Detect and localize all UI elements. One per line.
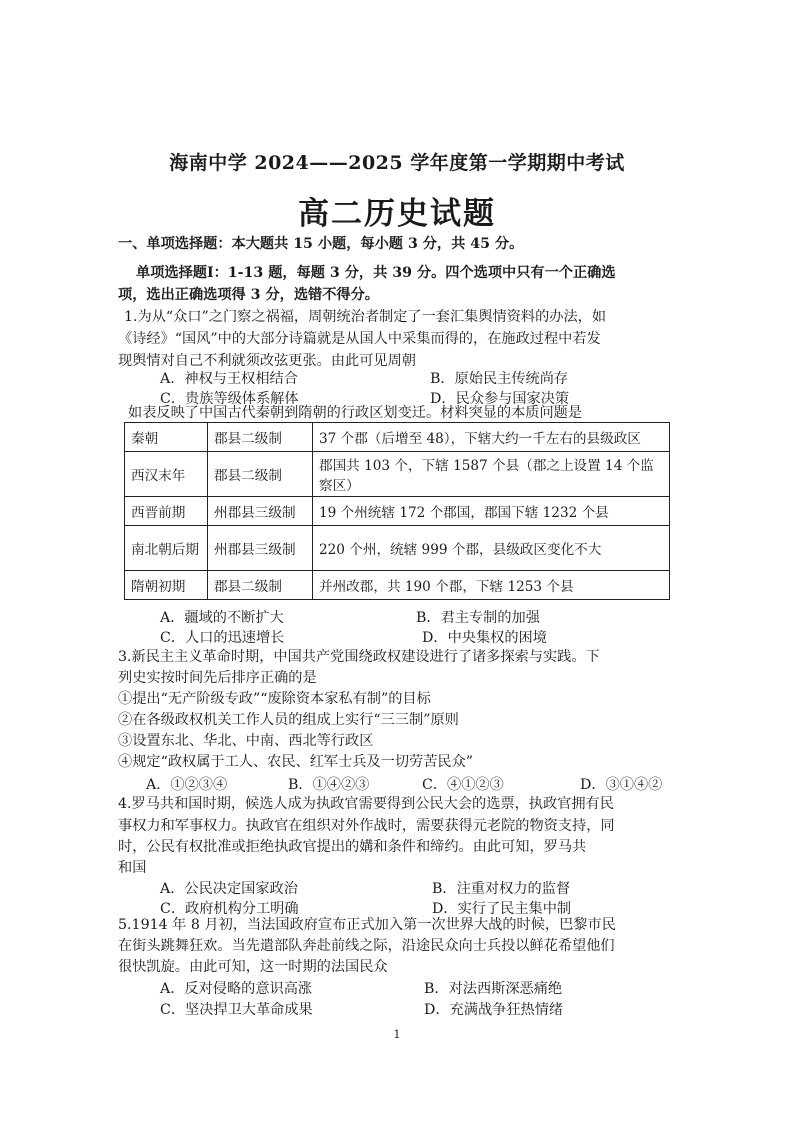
table-cell-system: 州郡县三级制 — [208, 497, 313, 526]
table-cell-period: 隋朝初期 — [125, 571, 208, 600]
q3-option-a[interactable]: A．①②③④ — [146, 777, 228, 793]
table-row — [125, 452, 670, 497]
q4-stem-line-1: 4.罗马共和国时期，候选人成为执政官需要得到公民大会的选票，执政官拥有民 — [118, 796, 614, 812]
q3-item-3: ③设置东北、华北、中南、西北等行政区 — [118, 733, 374, 749]
table-cell-detail: 19 个州统辖 172 个郡国，郡国下辖 1232 个县 — [313, 497, 670, 526]
subject-title: 高二历史试题 — [298, 196, 496, 232]
q2-option-b[interactable]: B．君主专制的加强 — [416, 610, 540, 626]
section-instruction-line-1: 单项选择题Ⅰ：1-13 题，每题 3 分，共 39 分。四个选项中只有一个正确选 — [136, 265, 616, 281]
q5-stem-line-1: 5.1914 年 8 月初，当法国政府宣布正式加入第一次世界大战的时候，巴黎市民 — [118, 917, 616, 933]
q1-stem-line-2: 《诗经》“国风”中的大部分诗篇就是从国人中采集而得的，在施政过程中若发 — [118, 331, 601, 347]
q1-option-b[interactable]: B．原始民主传统尚存 — [430, 371, 569, 387]
table-row — [125, 526, 670, 571]
section-instruction-line-2: 项，选出正确选项得 3 分，选错不得分。 — [118, 287, 379, 303]
table-cell-detail: 37 个郡（后增至 48），下辖大约一千左右的县级政区 — [313, 423, 670, 452]
q4-option-c[interactable]: C．政府机构分工明确 — [160, 901, 299, 917]
table-row — [125, 423, 670, 452]
q2-option-c[interactable]: C．人口的迅速增长 — [160, 630, 285, 646]
q4-option-d[interactable]: D．实行了民主集中制 — [432, 901, 572, 917]
q2-stem: 如表反映了中国古代秦朝到隋朝的行政区划变迁。材料突显的本质问题是 — [128, 405, 583, 421]
q4-option-b[interactable]: B．注重对权力的监督 — [432, 881, 571, 897]
admin-division-table — [124, 422, 670, 600]
q3-item-4: ④规定“政权属于工人、农民、红军士兵及一切劳苦民众” — [118, 754, 474, 770]
q1-stem-line-1: 1.为从“众口”之门察之祸福，周朝统治者制定了一套汇集舆情资料的办法，如 — [124, 309, 607, 325]
table-cell-detail-line: 郡国共 103 个，下辖 1587 个县（郡之上设置 14 个监 — [319, 458, 654, 474]
q2-option-d[interactable]: D．中央集权的困境 — [422, 630, 547, 646]
table-cell-system: 郡县二级制 — [208, 571, 313, 600]
table-cell-system: 郡县二级制 — [208, 452, 313, 497]
q5-option-c[interactable]: C．坚决捍卫大革命成果 — [160, 1002, 313, 1018]
table-cell-period: 秦朝 — [125, 423, 208, 452]
q5-stem-line-3: 很快凯旋。由此可知，这一时期的法国民众 — [118, 959, 388, 975]
q3-item-1: ①提出“无产阶级专政”“废除资本家私有制”的目标 — [118, 691, 431, 707]
q3-stem-line-2: 列史实按时间先后排序正确的是 — [118, 670, 317, 686]
q3-stem-line-1: 3.新民主主义革命时期，中国共产党围绕政权建设进行了诸多探索与实践。下 — [118, 649, 600, 665]
q4-stem-line-2: 事权力和军事权力。执政官在组织对外作战时，需要获得元老院的物资支持，同 — [118, 818, 615, 834]
q4-option-a[interactable]: A．公民决定国家政治 — [160, 881, 298, 897]
section-title: 一、单项选择题：本大题共 15 小题，每小题 3 分，共 45 分。 — [118, 236, 524, 252]
q1-option-d[interactable]: D．民众参与国家决策 — [430, 391, 570, 407]
q4-stem-line-4: 和国 — [118, 860, 147, 876]
q3-option-c[interactable]: C．④①②③ — [422, 777, 504, 793]
page-number: 1 — [393, 1028, 401, 1041]
q4-stem-line-3: 时，公民有权批准或拒绝执政官提出的媾和条件和缔约。由此可知，罗马共 — [118, 839, 587, 855]
table-cell-detail-line: 察区） — [319, 478, 360, 494]
table-cell-system: 郡县二级制 — [208, 423, 313, 452]
table-cell-detail — [313, 452, 670, 497]
table-cell-period: 西晋前期 — [125, 497, 208, 526]
table-cell-system: 州郡县三级制 — [208, 526, 313, 571]
table-cell-detail: 220 个州，统辖 999 个郡，县级政区变化不大 — [313, 526, 670, 571]
table-cell-period: 南北朝后期 — [125, 526, 208, 571]
q3-option-d[interactable]: D．③①④② — [580, 777, 663, 793]
q2-option-a[interactable]: A．疆域的不断扩大 — [160, 610, 284, 626]
table-row — [125, 497, 670, 526]
q5-option-d[interactable]: D．充满战争狂热情绪 — [424, 1002, 564, 1018]
table-cell-detail: 并州改郡，共 190 个郡，下辖 1253 个县 — [313, 571, 670, 600]
table-row — [125, 571, 670, 600]
school-exam-title: 海南中学 2024——2025 学年度第一学期期中考试 — [169, 152, 625, 174]
q1-stem-line-3: 现舆情对自己不利就须改弦更张。由此可见周朝 — [118, 353, 416, 369]
table-cell-period: 西汉末年 — [125, 452, 208, 497]
q5-option-b[interactable]: B．对法西斯深恶痛绝 — [424, 981, 563, 997]
q5-stem-line-2: 在街头跳舞狂欢。当先遣部队奔赴前线之际，沿途民众向士兵投以鲜花希望他们 — [118, 938, 615, 954]
q3-item-2: ②在各级政权机关工作人员的组成上实行“三三制”原则 — [118, 712, 459, 728]
q1-option-a[interactable]: A．神权与王权相结合 — [160, 371, 298, 387]
q1-option-c[interactable]: C．贵族等级体系解体 — [160, 391, 299, 407]
q5-option-a[interactable]: A．反对侵略的意识高涨 — [160, 981, 313, 997]
q3-option-b[interactable]: B．①④②③ — [288, 777, 370, 793]
